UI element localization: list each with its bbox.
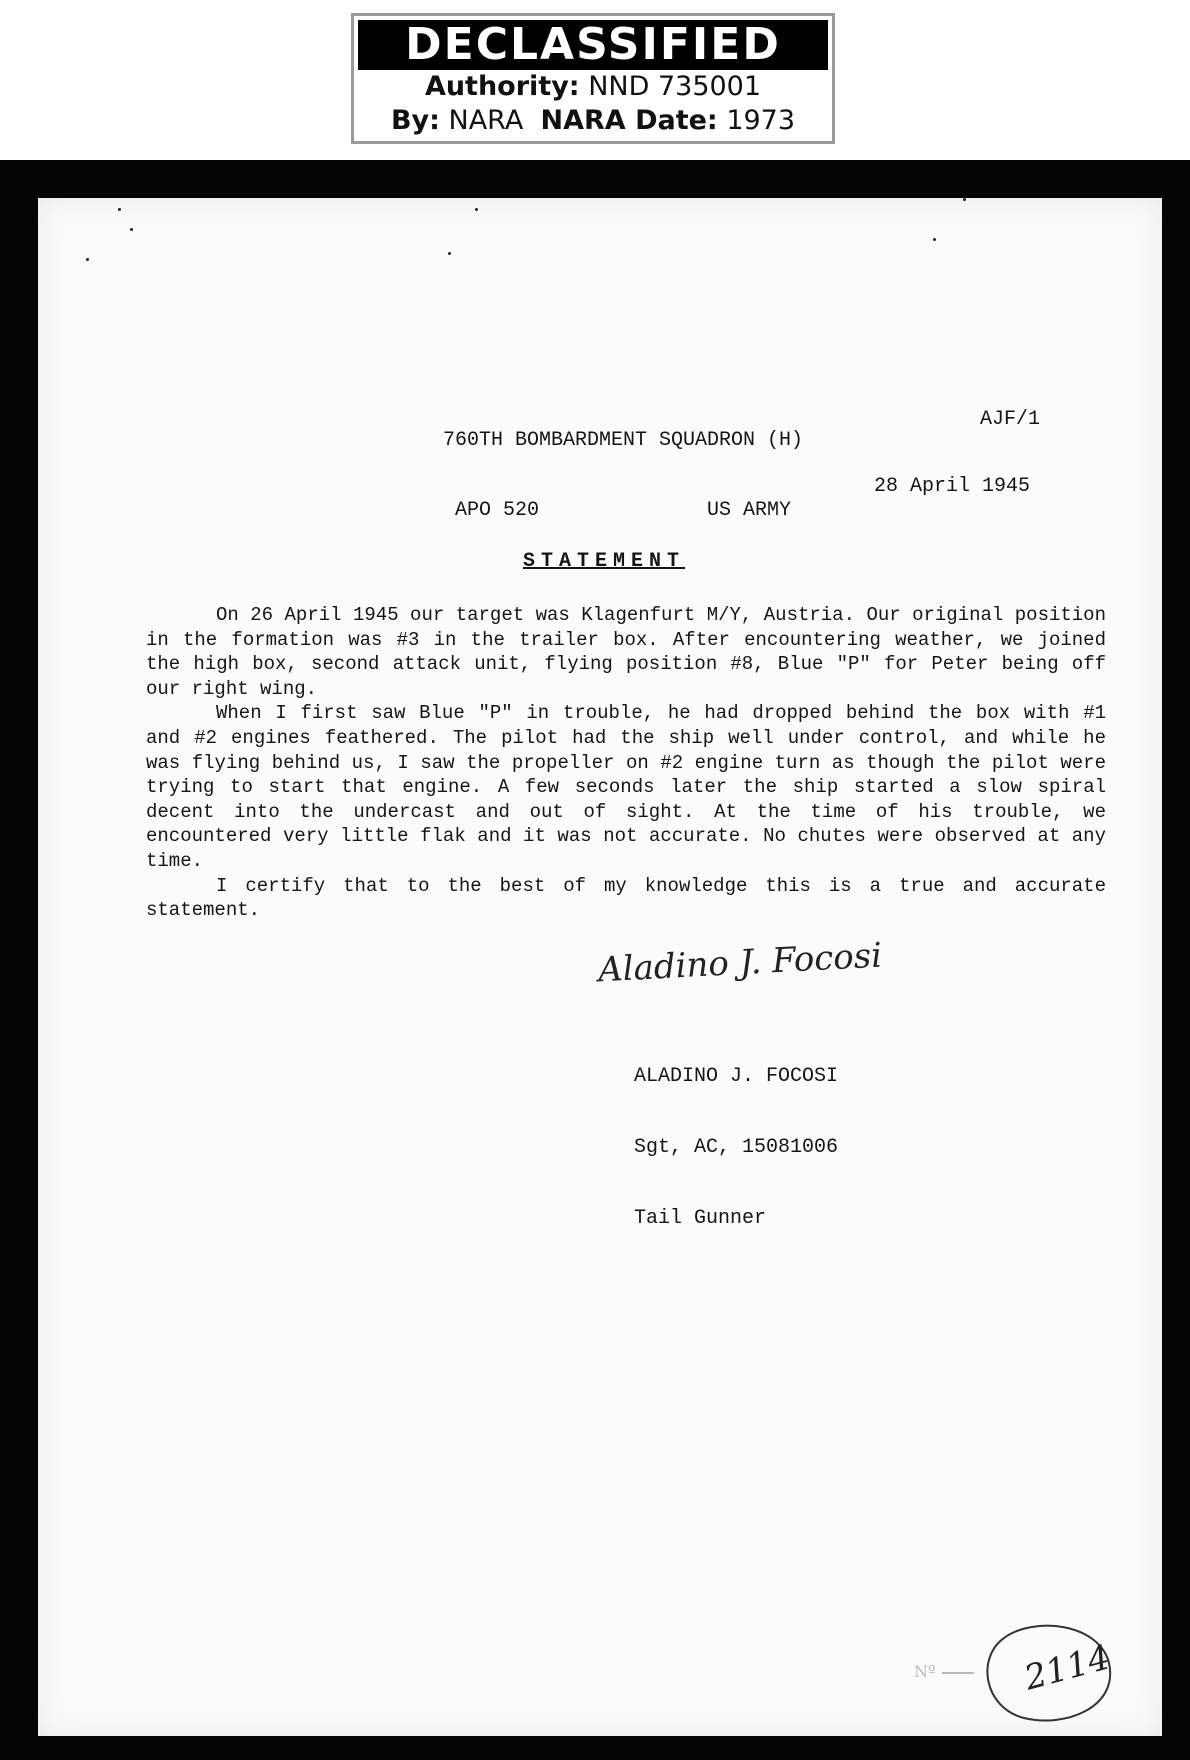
stamp-title: DECLASSIFIED <box>358 20 828 70</box>
document-page <box>38 198 1162 1736</box>
stamp-by-label: By: <box>390 105 440 136</box>
letterhead-unit: 760TH BOMBARDMENT SQUADRON (H) <box>443 429 804 452</box>
letterhead-apo-line <box>443 499 803 523</box>
stamp-authority-value: NND 735001 <box>588 71 762 102</box>
signer-role: Tail Gunner <box>634 1207 767 1230</box>
letterhead-apo: APO 520 <box>455 499 540 522</box>
signer-name: ALADINO J. FOCOSI <box>634 1065 839 1088</box>
signature-block <box>634 1018 838 1277</box>
scanned-document-frame <box>0 160 1190 1760</box>
archive-number-label: Nº <box>914 1662 936 1681</box>
stamp-authority <box>354 70 832 104</box>
signer-rank: Sgt, AC, 15081006 <box>634 1136 839 1159</box>
paragraph-1: On 26 April 1945 our target was Klagenfurt M/Y, Austria. Our original position in the formation was #3 in the trailer box. After encountering weather, we joined the high box, second attack unit, flying position #8, Blue "P" for Peter being off our right wing. <box>146 604 1106 700</box>
archive-number-stamp <box>914 1618 1124 1728</box>
letterhead <box>443 383 803 569</box>
declassified-stamp <box>351 13 835 144</box>
stamp-by-value: NARA <box>448 105 524 136</box>
letterhead-army: US ARMY <box>707 499 792 522</box>
stamp-by-line <box>354 104 832 138</box>
stamp-date-value: 1973 <box>726 105 796 136</box>
paragraph-3: I certify that to the best of my knowledge this is a true and accurate statement. <box>146 874 1106 922</box>
document-date: 28 April 1945 <box>874 475 1031 498</box>
handwritten-signature: Aladino J. Focosi <box>597 935 884 991</box>
statement-body <box>146 603 1106 923</box>
archive-number: 2114 <box>1020 1637 1115 1699</box>
reference-code: AJF/1 <box>980 408 1041 431</box>
paragraph-2: When I first saw Blue "P" in trouble, he had dropped behind the box with #1 and #2 engines feathered. The pilot had the ship well under control, and while he was flying behind us, I saw the propeller on #2 engine turn as though the pilot were trying to start that engine. A few seconds later the ship started a slow spiral decent into the undercast and out of sight. At the time of his trouble, we encountered very little flak and it was not accurate. No chutes were observed at any time. <box>146 702 1106 872</box>
stamp-authority-label: Authority: <box>424 71 580 102</box>
stamp-date-label: NARA Date: <box>540 105 718 136</box>
statement-title: STATEMENT <box>523 550 686 573</box>
